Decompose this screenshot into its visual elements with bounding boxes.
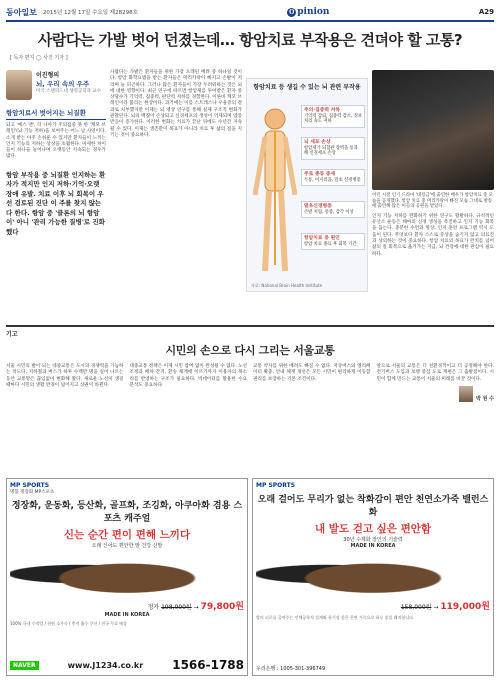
page-number: A29	[478, 8, 494, 16]
contribution-text-4: 앞으로 서울의 교통은 더 친환경적이고 더 공정해야 한다. 전기버스 도입과 보행 중심 도로 재편은 그 출발점이다. 시민이 함께 만드는 교통이 서울의 미래를 바꿀 것이다. 박 원 수	[376, 364, 494, 402]
ad-tagline: 오래 신어도 편안한 발 건강 신발	[91, 543, 163, 549]
byline-top: [ 독자 편지 ◯ 사진 기자 ]	[10, 55, 68, 61]
article-text-4: 인지 기능 저하를 완화하기 위한 연구도 활발하다. 규칙적인 유산소 운동은 해마의 신경 생성을 촉진하고 인지 기능 회복을 돕는다. 충분한 수면과 명상, 인지 훈련 프로그램 역시 도움이 된다. 무엇보다 환자 스스로 증상을 숨기지 않고 의료진과 상의하는 것이 중요하다. 항암 치료의 목표가 완치를 넘어 삶의 질 회복으로 옮겨가는 지금, 뇌 건강에 대한 관심이 필요하다.	[372, 213, 494, 257]
contribution-headline[interactable]: 시민의 손으로 다시 그리는 서울교통	[165, 344, 335, 357]
section-title: O pinion	[289, 7, 330, 17]
column-1	[6, 70, 106, 237]
ad-footer	[10, 658, 244, 672]
author-name: 이진형의	[36, 72, 60, 79]
contribution-article	[6, 325, 494, 475]
column-series-title: 뇌, 우리 속의 우주	[36, 80, 90, 88]
shoe-image	[256, 553, 490, 595]
divider	[6, 119, 106, 120]
opinion-o-icon: O	[289, 9, 295, 16]
main-headline[interactable]: 사람다는 가발 벗어 던졌는데… 항암치료 부작용은 견뎌야 할 고통?	[37, 31, 463, 49]
ad-slogan: 내 발도 걷고 싶은 편안함	[314, 523, 432, 535]
price-block: 158,000원 → 119,000원	[400, 602, 490, 612]
ad-headline: 오래 걸어도 무리가 없는 착화감이 편안 천연소가죽 밸런스화	[257, 495, 489, 518]
ad-tagline: 30년 수제화 장인의 기술력	[343, 537, 403, 543]
graphic-box-2: 뇌 세포 손상 항암제가 뇌혈관 장벽을 통과해 신경세포 손상	[301, 137, 365, 160]
shoe-image	[10, 553, 244, 595]
graphic-title: 항암치료 등 생길 수 있는 뇌 관련 부작용	[253, 84, 361, 91]
column-4	[372, 70, 494, 258]
ad-subtitle: 명품 정장화 MP스포츠	[10, 490, 55, 495]
contribution-text-1: 서울 시민의 발이 되는 대중교통은 도시의 경쟁력을 가늠하는 척도다. 지하철과 버스가 하루 수백만 명을 실어 나르는 동안 교통망은 끊임없이 변화해 왔다. 새로운 노선이 생길 때마다 시민의 생활 반경이 넓어지고 상권이 바뀐다.	[6, 364, 124, 388]
ad-right[interactable]	[252, 478, 494, 676]
article-text-2: 사람다는 가발은 환자들을 위한 가장 오래된 배려 중 하나일 것이다. 항암 화학요법을 받는 환자들은 머리카락이 빠지고 손발이 저리며 늘 피곤하다. 그러나 많은 환자들이 가장 두려워하는 것은 뇌에 대한 영향이다. 최근 연구에 따르면 항암제를 투여받은 환자 중 상당수가 기억력, 집중력, 판단력 저하를 경험한다. 이른바 케모 브레인이라 불리는 현상이다. 과거에는 이를 스트레스나 우울증의 결과로 치부했지만 이제는 뇌 영상 연구를 통해 실제 구조적 변화가 관찰된다. 뇌의 백질이 손상되고 신경세포의 생성이 억제되며 염증 반응이 증가한다. 이러한 변화는 치료가 끝난 뒤에도 수년간 지속될 수 있다. 이제는 생존만이 목표가 아니라 치료 후 삶의 질을 지키는 것이 중요하다.	[110, 70, 242, 138]
ad-left[interactable]	[6, 478, 248, 676]
naver-logo[interactable]: NAVER	[10, 661, 39, 670]
contribution-tag: 기고	[6, 331, 18, 338]
column-2	[110, 70, 242, 139]
contribution-text-3: 교통 약자를 위한 배려도 빠질 수 없다. 저상버스와 엘리베이터 확충, 안내 체계 개선은 모든 시민이 편리하게 이동할 권리를 보장하는 기본 조건이다.	[253, 364, 371, 382]
main-article	[6, 70, 494, 320]
made-in-badge: MADE IN KOREA	[104, 612, 150, 618]
contribution-author: 박 원 수	[377, 386, 495, 402]
issue-date: 2015년 12월 17일 수요일	[42, 10, 109, 16]
ad-brand: MP SPORTS	[10, 482, 50, 489]
contribution-columns	[6, 364, 494, 402]
info-graphic	[246, 78, 368, 292]
ad-brand: MP SPORTS	[256, 482, 296, 489]
graphic-box-1: 주의·집중력 저하 기억력 감퇴, 집중력 감소, 정보 처리 속도 저하	[301, 105, 365, 128]
article-text-1: 되고 '예스 맨'. 더 나아가 주의집중 못 한 '케모 브레인'(뇌 기능 저하)을 보여주는 어느 날 사연이다. 소개 받는 아주 손쉬운 수 있지만 환자들이 느끼는 인지 기능의 저하는 상상을 초월한다. 미세한 차이들이 하나둘 늘어나며 오랫동안 지속되는 경우가 많다.	[6, 123, 106, 160]
author-box	[6, 70, 106, 100]
price-block: 정가 198,000원 → 79,800원	[147, 602, 244, 612]
photo-caption: 어린 시절 인기 드라마 '대장금'에 출연한 배우가 항암치료 중 모습을 공개했다. 항암 치료 중 머리카락이 빠진 모습 그대로 방송에 출연해 많은 이들의 응원을 받았다.	[372, 193, 494, 210]
advertisements	[6, 478, 494, 676]
article-photo[interactable]	[372, 70, 494, 190]
graphic-box-5: 항암치료 중 원인 항암 치료 종료 후 회복 기간	[301, 233, 365, 250]
author-photo	[6, 70, 32, 100]
ad-headline: 정장화, 운동화, 등산화, 골프화, 조깅화, 아쿠아화 겸용 스포츠 캐주얼	[11, 501, 243, 524]
contribution-text-2: 대중교통 정책은 이제 시민 참여 없이 완성될 수 없다. 노선 조정과 배차 간격, 환승 체계에 이르기까지 이용자의 목소리를 반영하는 구조가 필요하다. 빅데이터를 활용한 수요 분석도 중요하다.	[129, 364, 247, 388]
ad-url[interactable]: www.J1234.co.kr	[67, 660, 144, 670]
masthead	[6, 4, 494, 22]
ad-footer	[256, 665, 490, 672]
ad-features: 100% 국내 수작업 / 천연 소가죽 / 충격 흡수 쿠션 / 전국 무료 배송	[10, 621, 128, 626]
human-nervous-system-figure	[253, 105, 297, 275]
pull-quote: 항암 부작용 중 뇌질환 인지하는 환자가 적지만 인지 저하·기억·오랫 장애 유발. 치료 이후 뇌 회복이 우선 검토된 진단 이 주를 찾지 않는다 한다. 항암 중 '클론의 뇌 항암이' 아니 '관리 가능한 질병'로 진화했다	[6, 170, 106, 236]
graphic-source: 자료: National Brain Health Institute	[251, 283, 323, 288]
ad-description: 발의 피로를 줄여주는 인체공학적 설계와 통기성 좋은 천연 가죽으로 하루 종일 쾌적합니다.	[256, 615, 415, 620]
contributor-photo	[459, 386, 473, 402]
bank-account: 우리은행 : 1005-301-396749	[256, 666, 326, 672]
ad-phone[interactable]: 1566-1788	[172, 658, 244, 672]
graphic-box-3: 주로 종류 증세 두통, 어지러움, 말초 신경병증	[301, 169, 365, 186]
column-subhead: 항암치료서 벗어지는 뇌질환	[6, 109, 86, 117]
made-in-badge: MADE IN KOREA	[350, 543, 396, 549]
graphic-box-4: 말초신경병증 손발 저림, 통증, 감각 이상	[301, 201, 365, 218]
newspaper-logo[interactable]: 동아일보	[6, 6, 37, 17]
issue-number: 제28298호	[109, 10, 138, 16]
author-description: 미국 스탠퍼드대 생명공학과 교수	[36, 89, 102, 94]
ad-slogan: 신는 순간 편이 편해 느끼다	[63, 529, 191, 541]
